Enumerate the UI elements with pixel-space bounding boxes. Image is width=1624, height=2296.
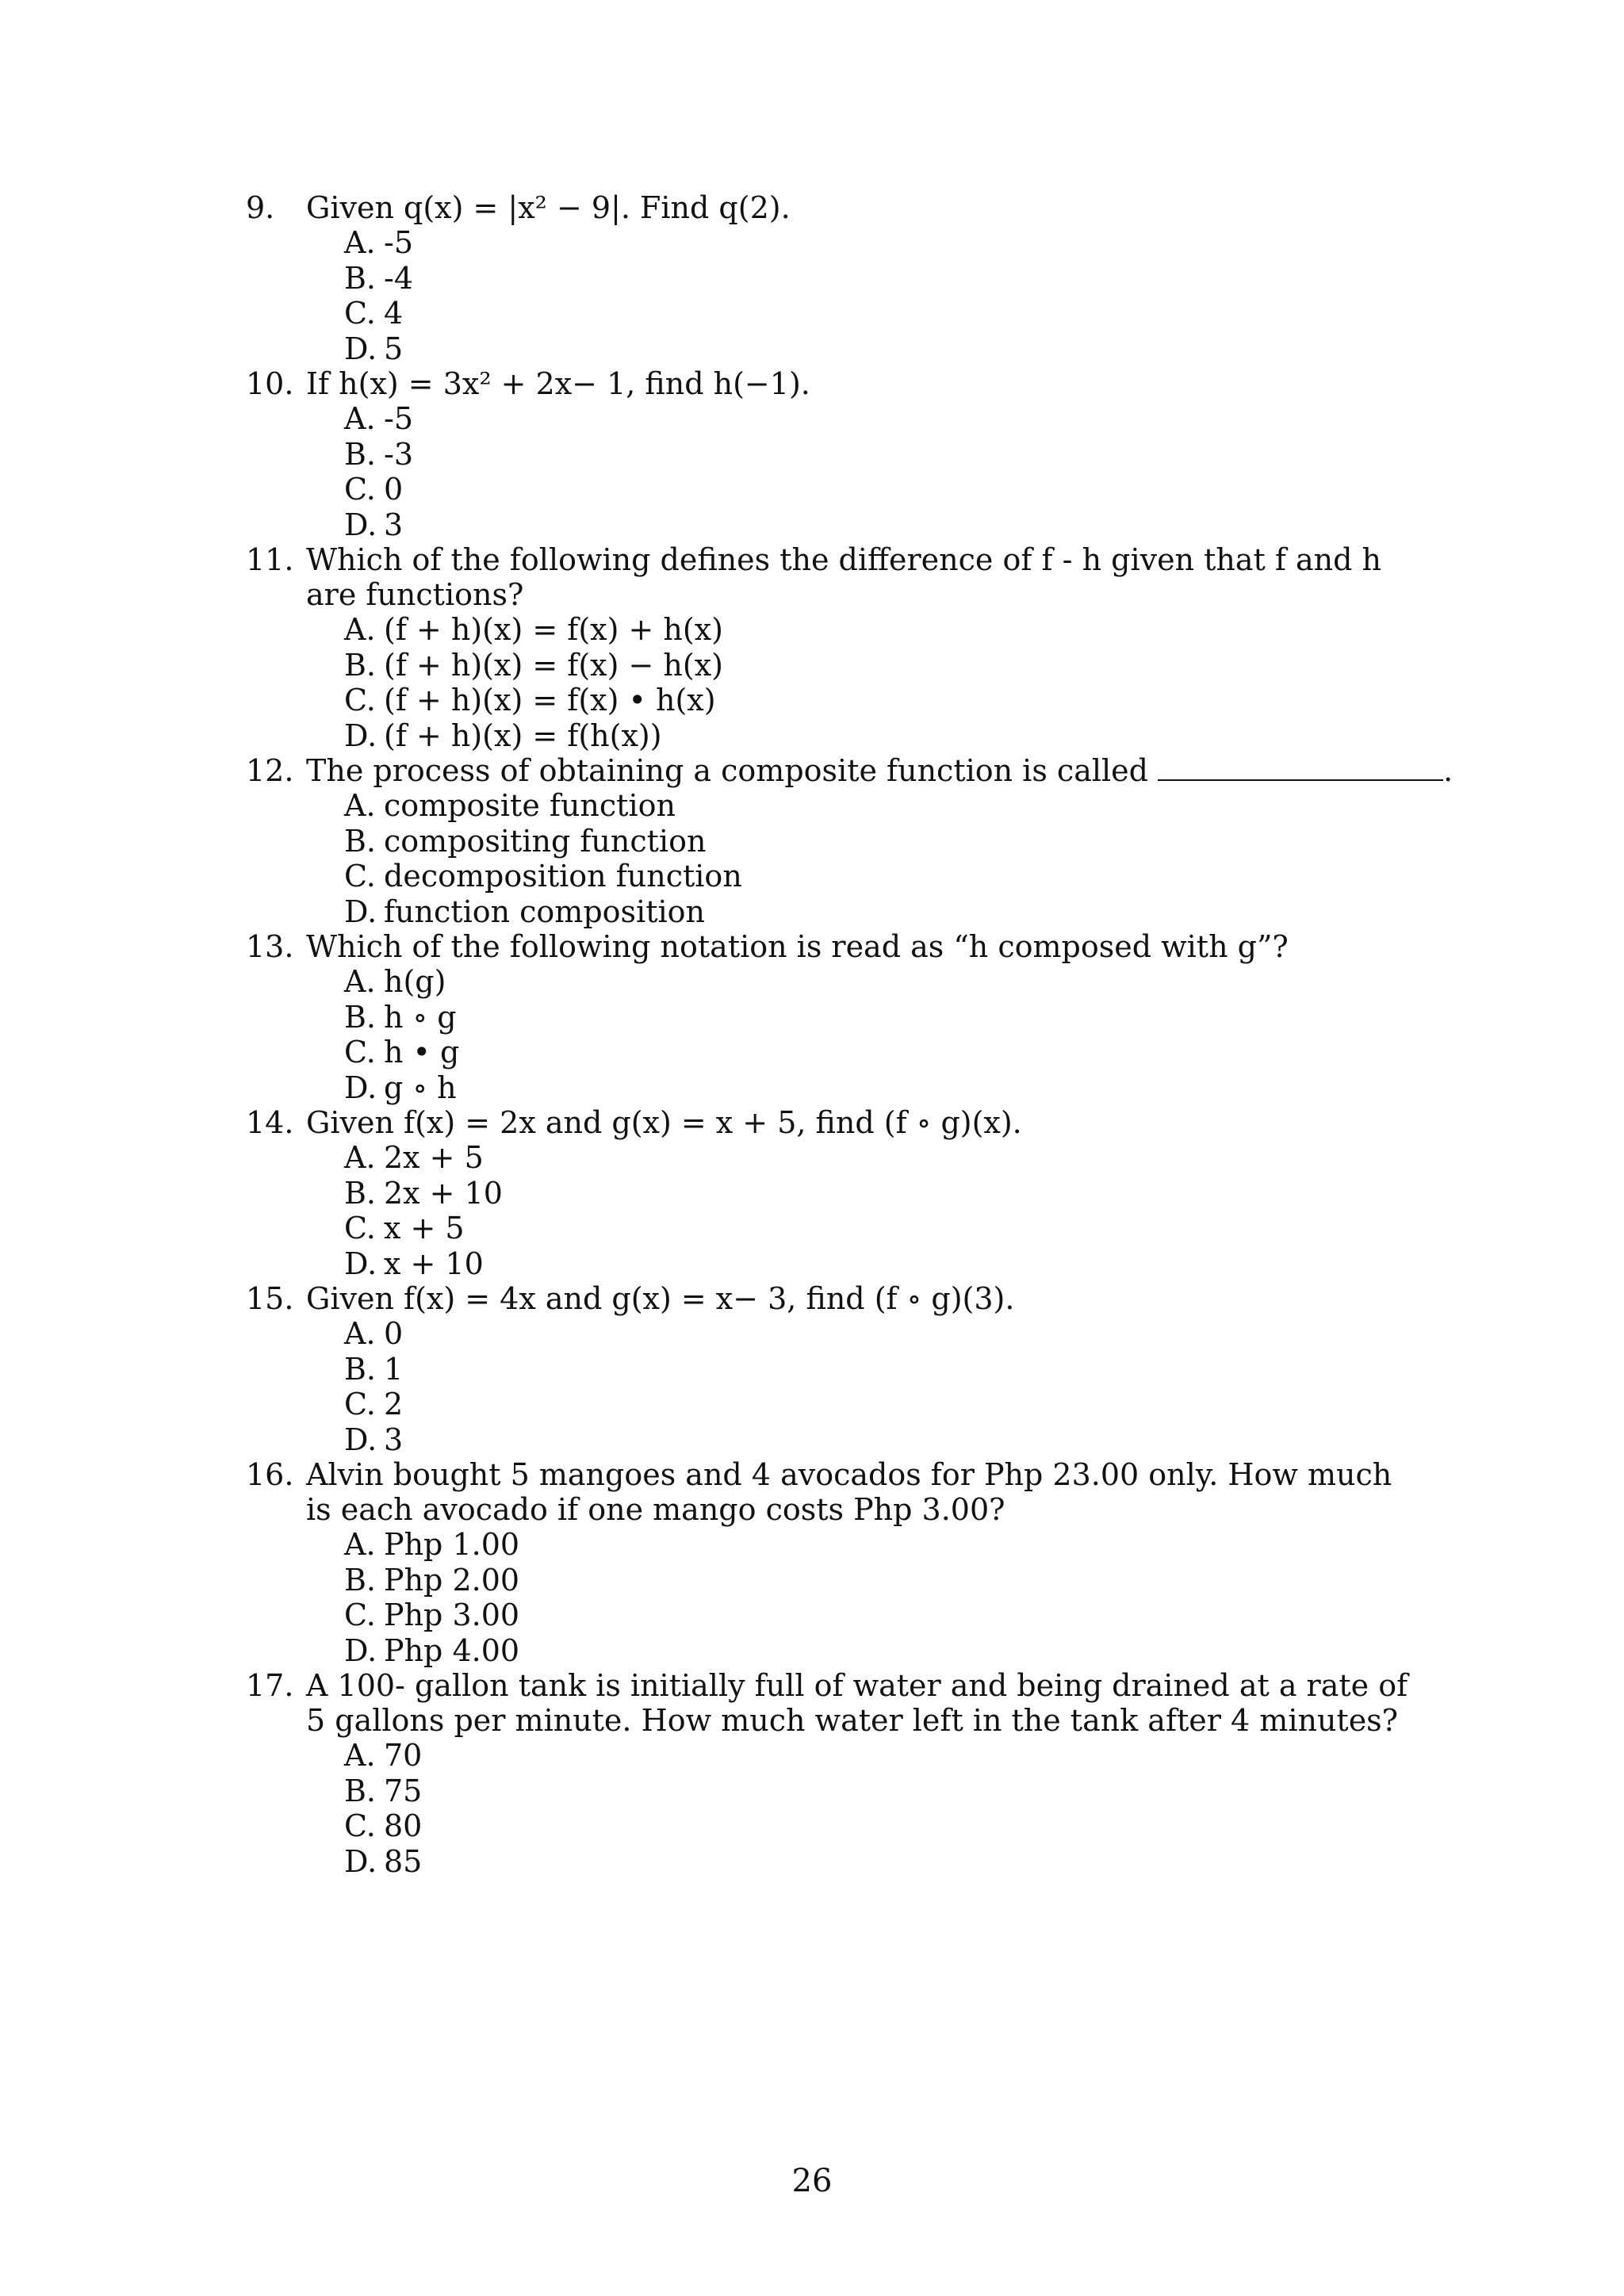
option-text: -3 <box>384 436 414 472</box>
question-item <box>0 1457 1624 1668</box>
option-list <box>344 1738 1624 1879</box>
answer-option <box>344 1527 1624 1563</box>
question-item <box>0 366 1624 542</box>
answer-option <box>344 1246 1624 1282</box>
answer-option <box>344 1070 1624 1106</box>
option-label: D. <box>344 1070 377 1105</box>
option-list <box>344 225 1624 366</box>
answer-option <box>344 401 1624 437</box>
question-stem: If h(x) = 3x² + 2x− 1, find h(−1). <box>306 366 810 401</box>
option-list <box>344 401 1624 542</box>
question-text <box>306 1457 1416 1527</box>
option-label: C. <box>344 472 376 507</box>
answer-option <box>344 1774 1624 1809</box>
option-label: C. <box>344 1211 376 1246</box>
question-item <box>0 929 1624 1105</box>
question-text <box>306 1668 1416 1738</box>
answer-option <box>344 648 1624 683</box>
option-label: C. <box>344 859 376 894</box>
question-number: 11. <box>246 542 294 577</box>
option-list <box>344 612 1624 753</box>
answer-option <box>344 788 1624 824</box>
option-label: A. <box>344 1140 376 1175</box>
option-text: function composition <box>384 894 705 929</box>
option-label: B. <box>344 1175 377 1211</box>
question-item <box>0 542 1624 753</box>
question-number: 13. <box>246 929 294 964</box>
option-text: (f + h)(x) = f(h(x)) <box>384 718 662 753</box>
option-list <box>344 1140 1624 1281</box>
option-label: B. <box>344 436 377 472</box>
answer-option <box>344 612 1624 648</box>
question-stem: Given f(x) = 2x and g(x) = x + 5, find (f ∘ g)(x). <box>306 1105 1022 1140</box>
question-text <box>306 929 1624 964</box>
option-text: h • g <box>384 1035 460 1070</box>
option-label: D. <box>344 1632 377 1668</box>
option-list <box>344 1527 1624 1668</box>
option-label: D. <box>344 1246 377 1281</box>
option-label: C. <box>344 296 376 331</box>
answer-option <box>344 472 1624 507</box>
answer-option <box>344 1352 1624 1387</box>
option-label: A. <box>344 964 376 999</box>
option-text: compositing function <box>384 823 707 859</box>
option-text: 1 <box>384 1351 404 1387</box>
option-text: 2x + 10 <box>384 1175 503 1211</box>
answer-option <box>344 683 1624 718</box>
option-text: 3 <box>384 1422 404 1457</box>
option-text: 5 <box>384 331 404 366</box>
option-text: Php 1.00 <box>384 1527 520 1562</box>
option-text: 4 <box>384 296 404 331</box>
option-label: B. <box>344 1351 377 1387</box>
option-text: Php 3.00 <box>384 1598 520 1632</box>
answer-option <box>344 225 1624 261</box>
option-label: A. <box>344 1738 376 1773</box>
question-number: 9. <box>246 190 275 225</box>
answer-option <box>344 1808 1624 1844</box>
question-item <box>0 1281 1624 1457</box>
option-label: A. <box>344 788 376 823</box>
question-text <box>306 1105 1624 1140</box>
question-item <box>0 190 1624 366</box>
answer-option <box>344 437 1624 473</box>
answer-option <box>344 1633 1624 1669</box>
option-text: -5 <box>384 225 414 260</box>
question-text <box>306 366 1624 401</box>
answer-blank-line <box>1158 756 1443 781</box>
option-label: D. <box>344 1843 377 1879</box>
question-stem: Given f(x) = 4x and g(x) = x− 3, find (f ∘ g)(3). <box>306 1281 1015 1316</box>
answer-option <box>344 1844 1624 1880</box>
option-label: D. <box>344 894 377 929</box>
option-label: B. <box>344 1562 377 1598</box>
option-text: 2x + 5 <box>384 1140 484 1175</box>
option-text: 0 <box>384 472 404 507</box>
option-label: B. <box>344 1773 377 1808</box>
answer-option <box>344 1738 1624 1774</box>
option-text: x + 10 <box>384 1246 484 1281</box>
option-label: A. <box>344 1527 376 1562</box>
option-text: 70 <box>384 1738 423 1773</box>
answer-option <box>344 824 1624 859</box>
question-stem: Which of the following notation is read as “h composed with g”? <box>306 929 1289 964</box>
answer-option <box>344 296 1624 331</box>
answer-option <box>344 1176 1624 1211</box>
option-text: (f + h)(x) = f(x) − h(x) <box>384 647 723 683</box>
option-text: 75 <box>384 1773 423 1808</box>
option-text: Php 4.00 <box>384 1632 520 1668</box>
question-number: 15. <box>246 1281 294 1316</box>
question-text <box>306 753 1624 788</box>
question-number: 17. <box>246 1668 294 1703</box>
answer-option <box>344 1140 1624 1176</box>
option-label: D. <box>344 331 377 366</box>
option-text: 85 <box>384 1843 423 1879</box>
option-label: C. <box>344 1387 376 1422</box>
question-stem: Given q(x) = |x² − 9|. Find q(2). <box>306 190 791 225</box>
option-label: C. <box>344 683 376 718</box>
option-list <box>344 964 1624 1105</box>
option-label: B. <box>344 260 377 296</box>
answer-option <box>344 1387 1624 1422</box>
page-number: 26 <box>791 2163 833 2199</box>
question-stem: A 100- gallon tank is initially full of water and being drained at a rate of 5 gallons per minute. How much water left in the tank after 4 minutes? <box>306 1668 1408 1738</box>
option-text: g ∘ h <box>384 1070 457 1105</box>
option-text: (f + h)(x) = f(x) • h(x) <box>384 683 716 718</box>
option-label: D. <box>344 718 377 753</box>
option-text: -5 <box>384 401 414 436</box>
question-item <box>0 753 1624 929</box>
answer-option <box>344 1598 1624 1633</box>
option-label: A. <box>344 1316 376 1351</box>
answer-option <box>344 1000 1624 1035</box>
option-text: 3 <box>384 507 404 542</box>
option-text: 0 <box>384 1316 404 1351</box>
option-text: decomposition function <box>384 859 742 894</box>
question-end-punctuation: . <box>1443 753 1454 788</box>
question-number: 14. <box>246 1105 294 1140</box>
option-label: B. <box>344 647 377 683</box>
answer-option <box>344 1316 1624 1352</box>
option-label: A. <box>344 612 376 647</box>
question-stem: Alvin bought 5 mangoes and 4 avocados for Php 23.00 only. How much is each avocado if one mango costs Php 3.00? <box>306 1457 1392 1527</box>
question-stem: Which of the following defines the difference of f - h given that f and h are functions? <box>306 542 1382 612</box>
option-label: D. <box>344 507 377 542</box>
option-label: C. <box>344 1598 376 1632</box>
question-item <box>0 1105 1624 1281</box>
question-list <box>0 190 1624 1879</box>
answer-option <box>344 718 1624 754</box>
option-text: -4 <box>384 260 414 296</box>
question-item <box>0 1668 1624 1879</box>
option-label: B. <box>344 823 377 859</box>
option-text: h(g) <box>384 964 446 999</box>
option-text: composite function <box>384 788 676 823</box>
question-text <box>306 190 1624 225</box>
answer-option <box>344 964 1624 1000</box>
option-label: C. <box>344 1808 376 1843</box>
option-text: 2 <box>384 1387 404 1422</box>
answer-option <box>344 331 1624 367</box>
answer-option <box>344 261 1624 297</box>
answer-option <box>344 859 1624 894</box>
option-text: (f + h)(x) = f(x) + h(x) <box>384 612 723 647</box>
option-text: 80 <box>384 1808 423 1843</box>
question-text <box>306 542 1416 612</box>
question-stem: The process of obtaining a composite function is called <box>306 753 1148 788</box>
option-list <box>344 1316 1624 1457</box>
option-list <box>344 788 1624 929</box>
answer-option <box>344 1211 1624 1246</box>
option-label: D. <box>344 1422 377 1457</box>
option-label: A. <box>344 225 376 260</box>
question-number: 12. <box>246 753 294 788</box>
option-text: h ∘ g <box>384 999 457 1035</box>
question-text <box>306 1281 1624 1316</box>
option-text: x + 5 <box>384 1211 465 1246</box>
answer-option <box>344 507 1624 543</box>
question-number: 16. <box>246 1457 294 1492</box>
option-label: C. <box>344 1035 376 1070</box>
answer-option <box>344 1563 1624 1598</box>
option-label: B. <box>344 999 377 1035</box>
answer-option <box>344 894 1624 930</box>
option-label: A. <box>344 401 376 436</box>
answer-option <box>344 1035 1624 1070</box>
question-number: 10. <box>246 366 294 401</box>
answer-option <box>344 1422 1624 1458</box>
option-text: Php 2.00 <box>384 1562 520 1598</box>
